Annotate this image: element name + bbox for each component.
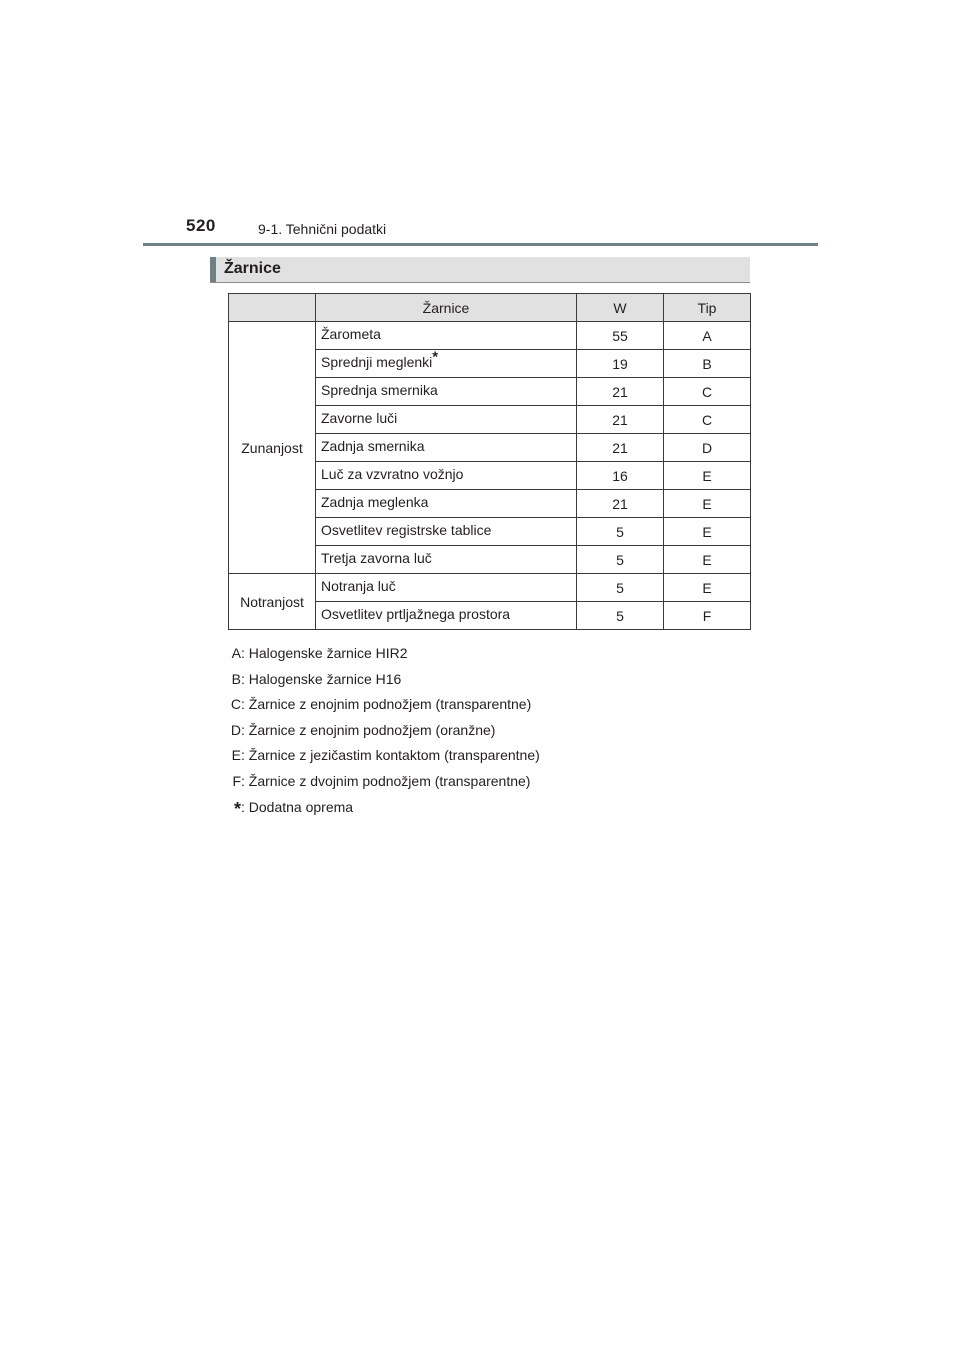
note-key: C (230, 696, 241, 713)
bulb-type-notes (221, 643, 540, 822)
bulb-name: Zavorne luči (316, 406, 577, 434)
bulb-type: A (664, 322, 751, 350)
header-cell-location (229, 294, 316, 322)
bulb-watt: 5 (577, 574, 664, 602)
title-accent-bar (210, 257, 216, 282)
note-text: Halogenske žarnice HIR2 (248, 645, 408, 661)
bulb-watt: 21 (577, 490, 664, 518)
bulb-name: Zadnja meglenka (316, 490, 577, 518)
bulb-type: E (664, 490, 751, 518)
bulb-type: E (664, 462, 751, 490)
bulb-type: D (664, 434, 751, 462)
note-text: Žarnice z dvojnim podnožjem (transparentne) (248, 772, 531, 789)
option-star-icon: * (432, 348, 439, 366)
bulb-watt: 5 (577, 518, 664, 546)
note-text: Žarnice z jezičastim kontaktom (transparentne) (248, 747, 540, 764)
bulb-watt: 21 (577, 406, 664, 434)
note-item: B: Halogenske žarnice H16 (221, 669, 540, 695)
note-item: A: Halogenske žarnice HIR2 (221, 643, 540, 669)
header-rule (143, 243, 818, 246)
table-row (229, 322, 751, 350)
note-item: C: Žarnice z enojnim podnožjem (transparentne) (221, 694, 540, 720)
note-key: B (231, 670, 241, 687)
footnote-text: Dodatna oprema (248, 798, 354, 815)
bulb-watt: 5 (577, 602, 664, 630)
note-text: Žarnice z enojnim podnožjem (oranžne) (248, 721, 496, 738)
bulb-name: Osvetlitev registrske tablice (316, 518, 577, 546)
group-cell-interior: Notranjost (229, 574, 316, 630)
footnote-star-icon: * (233, 798, 241, 819)
page-number: 520 (186, 216, 216, 235)
bulb-name: Zadnja smernika (316, 434, 577, 462)
bulb-watt: 21 (577, 378, 664, 406)
group-cell-exterior: Zunanjost (229, 322, 316, 574)
note-key: F (232, 772, 241, 789)
header-cell-type: Tip (664, 294, 751, 322)
bulb-type: C (664, 406, 751, 434)
note-item: D: Žarnice z enojnim podnožjem (oranžne) (221, 720, 540, 746)
section-title: Žarnice (224, 260, 281, 277)
note-item: E: Žarnice z jezičastim kontaktom (transparentne) (221, 745, 540, 771)
bulb-name: Notranja luč (316, 574, 577, 602)
table-header-row (229, 294, 751, 322)
bulb-type: E (664, 574, 751, 602)
note-key: E (231, 747, 241, 764)
bulb-type: C (664, 378, 751, 406)
bulb-name: Sprednji meglenki (321, 354, 433, 370)
note-key: A (231, 645, 241, 661)
bulb-watt: 55 (577, 322, 664, 350)
bulb-type: B (664, 350, 751, 378)
bulb-watt: 16 (577, 462, 664, 490)
section-label: 9-1. Tehnični podatki (258, 221, 387, 237)
bulb-watt: 19 (577, 350, 664, 378)
note-item: F: Žarnice z dvojnim podnožjem (transparentne) (221, 771, 540, 797)
bulbs-table (228, 293, 751, 630)
table-row (229, 574, 751, 602)
bulb-name: Sprednja smernika (316, 378, 577, 406)
footnote-item: *: Dodatna oprema (221, 797, 540, 823)
bulb-name-cell (316, 350, 577, 378)
bulb-name: Osvetlitev prtljažnega prostora (316, 602, 577, 630)
bulb-type: F (664, 602, 751, 630)
bulb-type: E (664, 518, 751, 546)
note-text: Halogenske žarnice H16 (248, 670, 402, 687)
bulb-watt: 21 (577, 434, 664, 462)
bulb-name: Žarometa (316, 322, 577, 350)
note-text: Žarnice z enojnim podnožjem (transparentne) (248, 696, 532, 713)
note-key: D (230, 721, 241, 738)
section-title-bar (210, 257, 750, 283)
bulb-name: Luč za vzvratno vožnjo (316, 462, 577, 490)
bulb-watt: 5 (577, 546, 664, 574)
header-cell-watt: W (577, 294, 664, 322)
header-cell-bulbs: Žarnice (316, 294, 577, 322)
bulb-type: E (664, 546, 751, 574)
bulb-name: Tretja zavorna luč (316, 546, 577, 574)
